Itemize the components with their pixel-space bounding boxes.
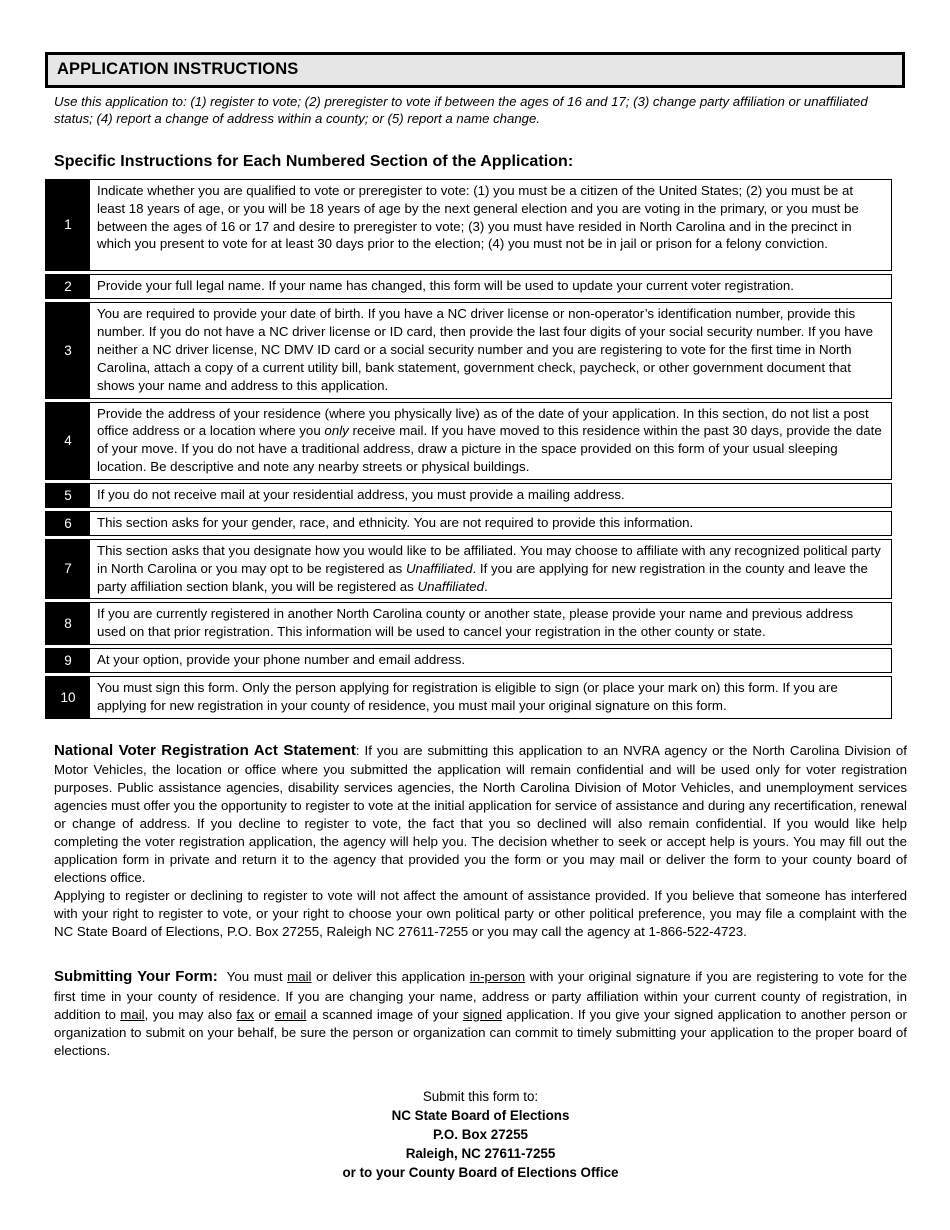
address-line-city-state-zip: Raleigh, NC 27611-7255 (405, 1146, 556, 1162)
section-number: 2 (46, 275, 90, 298)
section-instruction-text: This section asks that you designate how you would like to be affiliated. You may choose to affiliate with any recognized political party in North Carolina or you may opt to be registered as Unaffiliated. If you are applying for new registration in the county and leave the party affiliation section blank, you will be registered as Unaffiliated. (97, 542, 881, 594)
table-row (45, 539, 892, 600)
submitting-your-form-block (45, 967, 907, 1060)
page-title: APPLICATION INSTRUCTIONS (57, 60, 299, 78)
table-row (45, 602, 892, 645)
section-instruction-text: If you do not receive mail at your residential address, you must provide a mailing address. (97, 487, 625, 503)
table-row (45, 179, 892, 272)
section-instruction-text: If you are currently registered in another North Carolina county or another state, please provide your name and previous address used on that prior registration. This information will be used to cancel your registration in the other county or state. (97, 606, 854, 640)
instructions-table (45, 179, 892, 719)
address-line-po-box: P.O. Box 27255 (432, 1127, 529, 1143)
section-instruction-text: Provide the address of your residence (where you physically live) as of the date of your application. In this section, do not list a post office address or a location where you only receive mail. If you have moved to this residence within the past 30 days, provide the date of your move. If you do not have a traditional address, draw a picture in the space provided on this form of your usual sleeping location. Be descriptive and note any nearby streets or physical buildings. (97, 405, 882, 475)
section-number: 5 (46, 484, 90, 507)
nvra-statement-block (45, 741, 907, 941)
table-row (45, 302, 892, 398)
document-content (45, 52, 907, 1182)
table-row (45, 648, 892, 673)
table-row (45, 511, 892, 536)
table-row (45, 483, 892, 508)
section-number: 3 (46, 303, 90, 397)
section-number: 9 (46, 649, 90, 672)
table-row (45, 274, 892, 299)
section-instruction-text: Provide your full legal name. If your name has changed, this form will be used to update your current voter registration. (97, 278, 794, 294)
section-number: 8 (46, 603, 90, 644)
address-line-agency: NC State Board of Elections (391, 1108, 570, 1124)
submit-form-to-label: Submit this form to: (422, 1088, 539, 1104)
section-number: 10 (46, 677, 90, 718)
table-row (45, 402, 892, 481)
address-line-county-office: or to your County Board of Elections Office (342, 1165, 619, 1181)
nvra-complaint-paragraph: Applying to register or declining to register to vote will not affect the amount of assistance provided. If you believe that someone has interfered with your right to register to vote, or your right to choose your own political party or other political preference, you may file a complaint with the NC State Board of Elections, P.O. Box 27255, Raleigh NC 27611-7255 or you may call the agency at 1-866-522-4723. (54, 888, 907, 940)
section-instruction-text: This section asks for your gender, race, and ethnicity. You are not required to provide this information. (97, 514, 694, 530)
application-instructions-banner (45, 52, 905, 88)
specific-instructions-heading: Specific Instructions for Each Numbered Section of the Application: (54, 152, 574, 170)
section-instruction-text: You must sign this form. Only the person applying for registration is eligible to sign (or place your mark on) this form. If you are applying for new registration in your county of residence, you must mail your original signature on this form. (97, 680, 838, 713)
submitting-your-form-paragraph: Submitting Your Form: You must mail or deliver this application in-person with your original signature if you are registering to vote for the first time in your county of residence. If you are changing your name, address or party affiliation within your current county of registration, in addition to mail, you may also fax or email a scanned image of your signed application. If you give your signed application to another person or organization to submit on your behalf, be sure the person or organization can commit to timely submitting your application to the proper board of elections. (54, 968, 908, 1058)
section-number: 6 (46, 512, 90, 535)
section-instruction-text: You are required to provide your date of birth. If you have a NC driver license or non-operator’s identification number, provide this number. If you do not have a NC driver license or ID card, then provide the last four digits of your social security number. If you have neither a NC driver license, NC DMV ID card or a social security number and you are registering to vote for the first time in North Carolina, attach a copy of a current utility bill, bank statement, government check, paycheck, or other government document that shows your name and address to this application. (97, 306, 874, 393)
application-purpose-text: Use this application to: (1) register to vote; (2) preregister to vote if between the ages of 16 and 17; (3) change party affiliation or unaffiliated status; (4) report a change of address within a county; or (5) report a name change. (54, 93, 868, 127)
section-number: 1 (46, 180, 90, 271)
section-number: 7 (46, 540, 90, 599)
submit-address-block (45, 1087, 907, 1182)
section-instruction-text: At your option, provide your phone number and email address. (97, 652, 466, 668)
section-instruction-text: Indicate whether you are qualified to vote or preregister to vote: (1) you must be a citizen of the United States; (2) you must be at least 18 years of age, or you will be 18 years of age by the next general election and you are voting in the primary, or you must be between the ages of 16 or 17 and desire to preregister to vote; (3) you must have resided in North Carolina and in the precinct in which you present to vote for at least 30 days prior to the election; (4) you must not be in jail or prison for a felony conviction. (97, 182, 859, 252)
section-number: 4 (46, 403, 90, 480)
nvra-statement-paragraph: National Voter Registration Act Statement: If you are submitting this application to an NVRA agency or the North Carolina Division of Motor Vehicles, the location or office where you submitted the application will remain confidential and will be used only for voter registration purposes. Public assistance agencies, disability services agencies, the North Carolina Division of Motor Vehicles, and unemployment services agencies must offer you the opportunity to register to vote at the initial application for service of assistance and during any recertification, renewal or change of address. If you decline to register to vote, the fact that you so declined will also remain confidential. If you would like help completing the voter registration application, the agency will help you. The decision whether to seek or accept help is yours. You may fill out the application form in private and return it to the agency that provided you the form or you may mail or deliver the form to your county board of elections office. (54, 741, 907, 886)
table-row (45, 676, 892, 719)
